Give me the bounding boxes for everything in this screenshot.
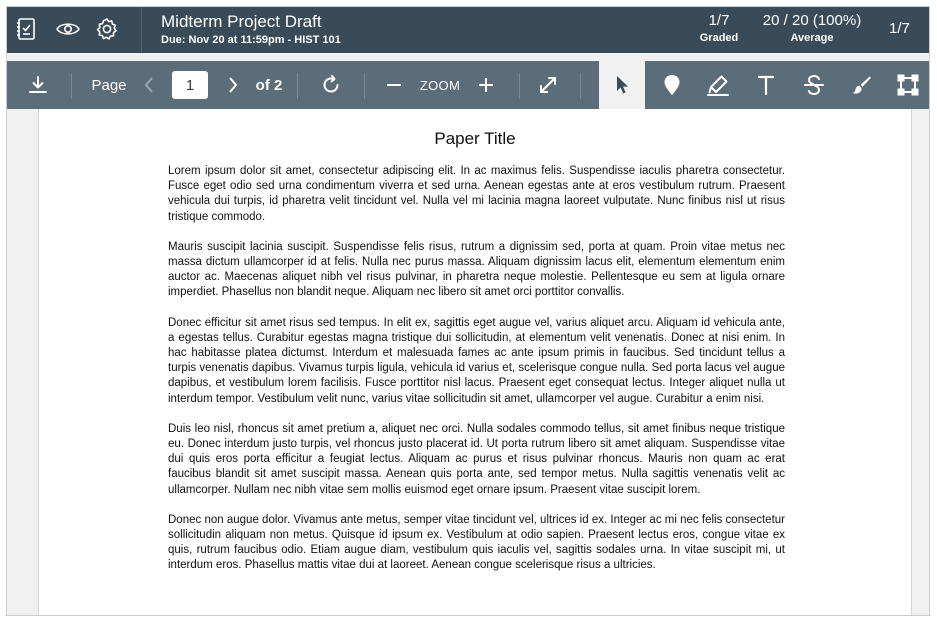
rotate-icon[interactable] <box>315 61 347 109</box>
zoom-label: ZOOM <box>419 77 461 93</box>
area-icon[interactable] <box>893 61 923 109</box>
zoom-label-wrap <box>415 61 465 109</box>
page-count-wrap <box>251 61 287 109</box>
page-number-wrap <box>171 61 209 109</box>
average-label: Average <box>790 32 834 44</box>
download-icon[interactable] <box>21 61 55 109</box>
page-count: of 2 <box>255 76 283 94</box>
highlighter-icon[interactable] <box>703 61 733 109</box>
chevron-left-icon[interactable] <box>137 61 161 109</box>
plus-icon[interactable] <box>473 61 499 109</box>
page-label: Page <box>91 76 127 94</box>
paper-body <box>168 164 785 589</box>
brush-icon[interactable] <box>847 61 877 109</box>
pointer-icon[interactable] <box>599 61 645 109</box>
gear-icon[interactable] <box>93 15 121 43</box>
document-page[interactable] <box>38 109 912 616</box>
page-label-wrap <box>89 61 129 109</box>
assignment-subtitle: Due: Nov 20 at 11:59pm - HIST 101 <box>161 34 341 46</box>
app-window <box>6 6 930 616</box>
toolbar-divider <box>519 73 520 99</box>
toolbar-divider <box>364 73 365 99</box>
eye-icon[interactable] <box>54 15 82 43</box>
header-divider <box>141 7 142 53</box>
graded-stat <box>693 12 745 44</box>
graded-label: Graded <box>699 32 739 44</box>
paragraph: Duis leo nisl, rhoncus sit amet pretium a, aliquet nec orci. Nulla sodales commodo tellus, sit amet finibus neque tristique eu. Donec interdum justo turpis, vel rhoncus justo placerat id. Ut porta rutrum libero sit amet aliquam. Suspendisse vitae dui quis eros porta efficitur a feugiat lectus. Aliquam ac purus et risus pulvinar rhoncus. Mauris non quam ac erat faucibus blandit sit amet suscipit massa. Aenean quis porta ante, sed tempor metus. Nulla sagittis venenatis velit ac ullamcorper. Nullam nec nibh vitae sem mollis euismod eget ornare ipsum. Praesent vitae suscipit lorem. <box>168 422 785 496</box>
toolbar-divider <box>580 73 581 99</box>
paragraph: Lorem ipsum dolor sit amet, consectetur adipiscing elit. In ac maximus felis. Suspendisse iaculis pharetra consectetur. Fusce eget odio sed urna condimentum viverra et sed urna. Aenean egestas ante at eros vestibulum rutrum. Praesent vehicula dui turpis, id pharetra velit tincidunt vel. Nulla vel mi lacinia magna laoreet vulputate. Nunc finibus nisl ut risus tristique commodo. <box>168 165 785 223</box>
average-value: 20 / 20 (100%) <box>762 12 862 29</box>
paragraph: Mauris suscipit lacinia suscipit. Suspendisse felis risus, rutrum a dignissim sed, porta at quam. Proin vitae metus nec massa dictum ullamcorper id at felis. Nulla nec purus massa. Aliquam dignissim lacus elit, elementum elementum enim auctor ac. Maecenas aliquet nibh vel risus pulvinar, in pharetra neque molestie. Pellentesque eu sem at ligula ornare imperdiet. Phasellus non blandit neque. Aliquam nec libero sit amet orci porttitor convallis. <box>168 240 785 299</box>
paragraph: Donec efficitur sit amet risus sed tempus. In elit ex, sagittis eget augue vel, varius aliquet arcu. Aliquam id vehicula ante, a egestas tellus. Curabitur egestas magna tristique dui sollicitudin, at elementum velit venenatis. Donec at nisi enim. In hac habitasse platea dictumst. Interdum et malesuada fames ac ante ipsum primis in faucibus. Sed tincidunt tellus a turpis venenatis dapibus. Vivamus turpis ligula, vehicula id varius et, scelerisque congue nulla. Sed porta lacus vel augue dapibus, et vestibulum lorem facilisis. Fusce porttitor nisl lacus. Praesent eget consequat lectus. Integer aliquet nulla ut interdum tempor. Vestibulum velit nunc, varius vitae sollicitudin sit amet, ullamcorper vel augue. Curabitur a enim nisi. <box>168 316 785 405</box>
average-stat <box>753 12 871 44</box>
paragraph: Donec non augue dolor. Vivamus ante metus, semper vitae tincidunt vel, ultrices id ex. Integer ac mi nec felis consectetur sollicitudin aliquam non metus. Quisque id ipsum ex. Vestibulum at odio sapien. Praesent lectus eros, congue vitae ex quis, rutrum faucibus odio. Etiam augue diam, vestibulum quis iaculis vel, sagittis sodales urna. In vitae suscipit mi, ut interdum eros. Phasellus mattis vitae dui at laoreet. Aenean congue scelerisque risus a ultricies. <box>168 513 785 572</box>
toolbar-divider <box>71 73 72 99</box>
strikethrough-icon[interactable] <box>799 61 829 109</box>
header-bar <box>7 7 929 53</box>
text-icon[interactable] <box>751 61 781 109</box>
document-toolbar <box>7 61 929 109</box>
toolbar-divider <box>297 73 298 99</box>
document-viewer[interactable] <box>7 109 929 616</box>
chevron-right-icon[interactable] <box>221 61 245 109</box>
assignment-icon[interactable] <box>13 15 41 43</box>
paper-title: Paper Title <box>434 129 516 148</box>
pin-icon[interactable] <box>657 61 687 109</box>
page-number-input[interactable] <box>172 71 208 99</box>
submission-pager[interactable]: 1/7 <box>889 20 910 37</box>
expand-icon[interactable] <box>533 61 563 109</box>
assignment-title[interactable]: Midterm Project Draft <box>161 12 322 31</box>
minus-icon[interactable] <box>381 61 407 109</box>
graded-value: 1/7 <box>708 12 730 29</box>
